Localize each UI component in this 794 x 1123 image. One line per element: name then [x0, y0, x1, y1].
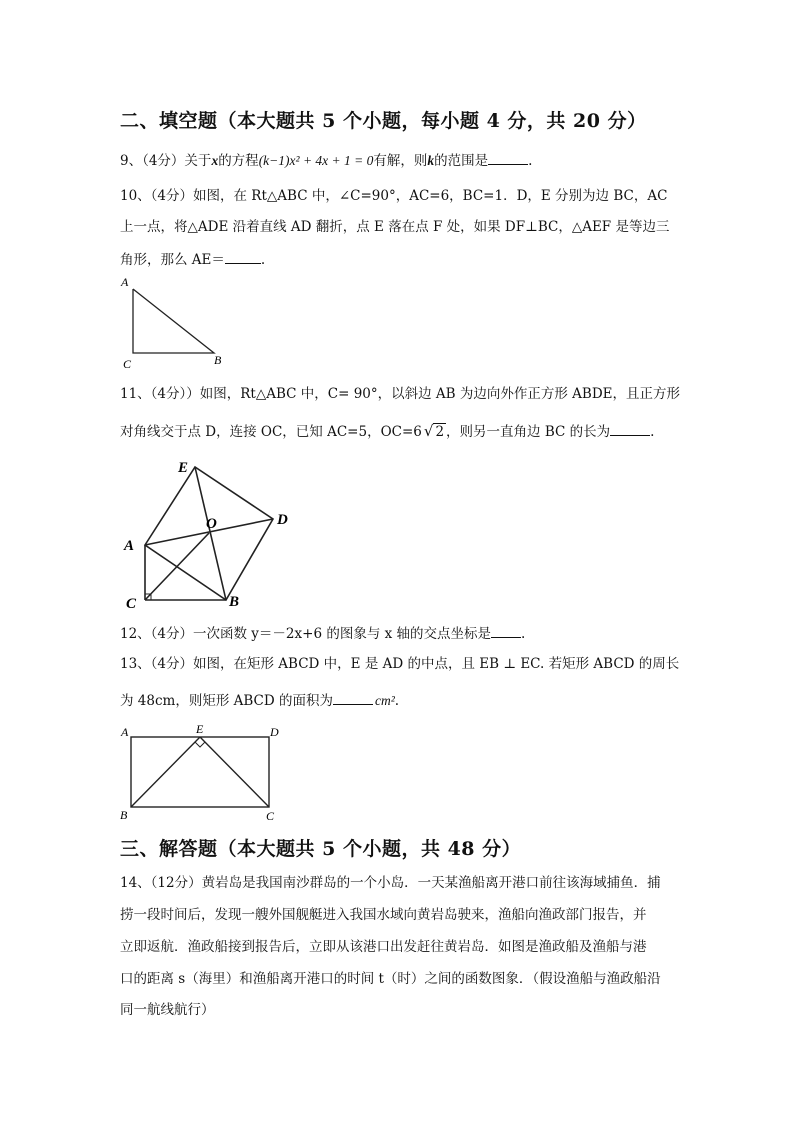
q13-label-d: D: [270, 725, 279, 739]
q11-label-o: O: [206, 516, 217, 532]
q11-line-1: 11、（4分））如图，Rt△ABC 中，C= 90°，以斜边 AB 为边向外作正方形 ABDE，且正方形: [120, 386, 681, 402]
q11-label-b: B: [229, 594, 240, 610]
q13-end: .: [394, 693, 400, 709]
question-12: [120, 623, 525, 643]
q10-end: .: [260, 252, 266, 268]
q13-label-b: B: [120, 808, 128, 822]
q11-sqrt-value: 2: [435, 424, 445, 440]
q11-line-2b: ，则另一直角边 BC 的长为: [446, 424, 611, 440]
q9-answer-blank[interactable]: [488, 150, 528, 165]
q14-line-4: 口的距离 s（海里）和渔船离开港口的时间 t（时）之间的函数图象．（假设渔船与渔政船沿: [120, 971, 661, 987]
q11-label-d: D: [277, 512, 288, 528]
q14-line-1: 14、（12分）黄岩岛是我国南沙群岛的一个小岛．一天某渔船离开港口前往该海域捕鱼．捕: [120, 875, 661, 891]
q10-answer-blank[interactable]: [225, 249, 261, 264]
q11-label-e: E: [178, 460, 189, 476]
q13-line-1: 13、（4分）如图，在矩形 ABCD 中，E 是 AD 的中点，且 EB ⊥ EC. 若矩形 ABCD 的周长: [120, 656, 680, 672]
q9-prefix: 9、（4分）关于: [120, 153, 212, 169]
q9-var-x: x: [211, 153, 219, 168]
q13-segment-ec: [200, 737, 269, 807]
q9-equation: (k−1)x² + 4x + 1 = 0: [258, 153, 374, 168]
q10-label-b: B: [214, 353, 222, 367]
q11-end: .: [650, 424, 655, 440]
q12-text: 12、（4分）一次函数 y＝－2x+6 的图象与 x 轴的交点坐标是: [120, 626, 492, 642]
q13-line-2-text: 为 48cm，则矩形 ABCD 的面积为: [120, 693, 333, 709]
q13-line-2: [120, 690, 399, 710]
q13-unit: cm²: [375, 693, 395, 708]
q10-label-c: C: [123, 357, 132, 371]
q11-sqrt: √ 2: [423, 422, 445, 440]
q13-label-e: E: [196, 722, 204, 736]
q11-label-c: C: [126, 596, 137, 612]
q13-label-a: A: [121, 725, 129, 739]
q11-figure-lines: [145, 467, 273, 600]
q13-figure-lines: [131, 737, 269, 807]
q13-answer-blank[interactable]: [333, 690, 373, 705]
q10-line-3-text: 角形，那么 AE＝: [120, 252, 225, 268]
q11-answer-blank[interactable]: [610, 421, 650, 436]
q9-var-k: k: [427, 153, 435, 168]
q9-after: 有解，则: [373, 153, 428, 169]
section-2-title: 二、填空题（本大题共 5 个小题，每小题 4 分，共 20 分）: [120, 110, 647, 132]
q11-line-2: [120, 421, 654, 441]
q11-square-figure: [118, 452, 308, 612]
q10-line-1: 10、（4分）如图，在 Rt△ABC 中，∠C=90°，AC=6，BC=1．D，E 分别为边 BC，AC: [120, 188, 668, 204]
q10-label-a: A: [121, 275, 129, 289]
q9-end: .: [528, 153, 533, 169]
q13-right-angle-mark: [195, 742, 205, 747]
section-3-title: 三、解答题（本大题共 5 个小题，共 48 分）: [120, 838, 522, 860]
q12-answer-blank[interactable]: [491, 623, 521, 638]
q10-triangle-figure: [118, 274, 228, 374]
q10-line-2: 上一点，将△ADE 沿着直线 AD 翻折，点 E 落在点 F 处，如果 DF⊥BC，△AEF 是等边三: [120, 219, 670, 235]
q12-end: .: [521, 626, 526, 642]
q10-line-3: [120, 249, 265, 269]
q14-line-2: 捞一段时间后，发现一艘外国舰艇进入我国水域向黄岩岛驶来，渔船向渔政部门报告，并: [120, 907, 647, 923]
q11-line-2a: 对角线交于点 D，连接 OC，已知 AC=5，OC=6: [120, 424, 422, 440]
q9-mid: 的方程: [218, 153, 259, 169]
question-9: [120, 150, 532, 170]
q13-label-c: C: [266, 809, 275, 823]
q14-line-5: 同一航线航行）: [120, 1002, 215, 1018]
q11-label-a: A: [124, 538, 135, 554]
q9-tail: 的范围是: [434, 153, 489, 169]
q10-triangle-lines: [133, 289, 214, 353]
q14-line-3: 立即返航．渔政船接到报告后，立即从该港口出发赶往黄岩岛．如图是渔政船及渔船与港: [120, 939, 647, 955]
q13-segment-eb: [131, 737, 200, 807]
q13-rectangle-figure: [118, 722, 288, 822]
